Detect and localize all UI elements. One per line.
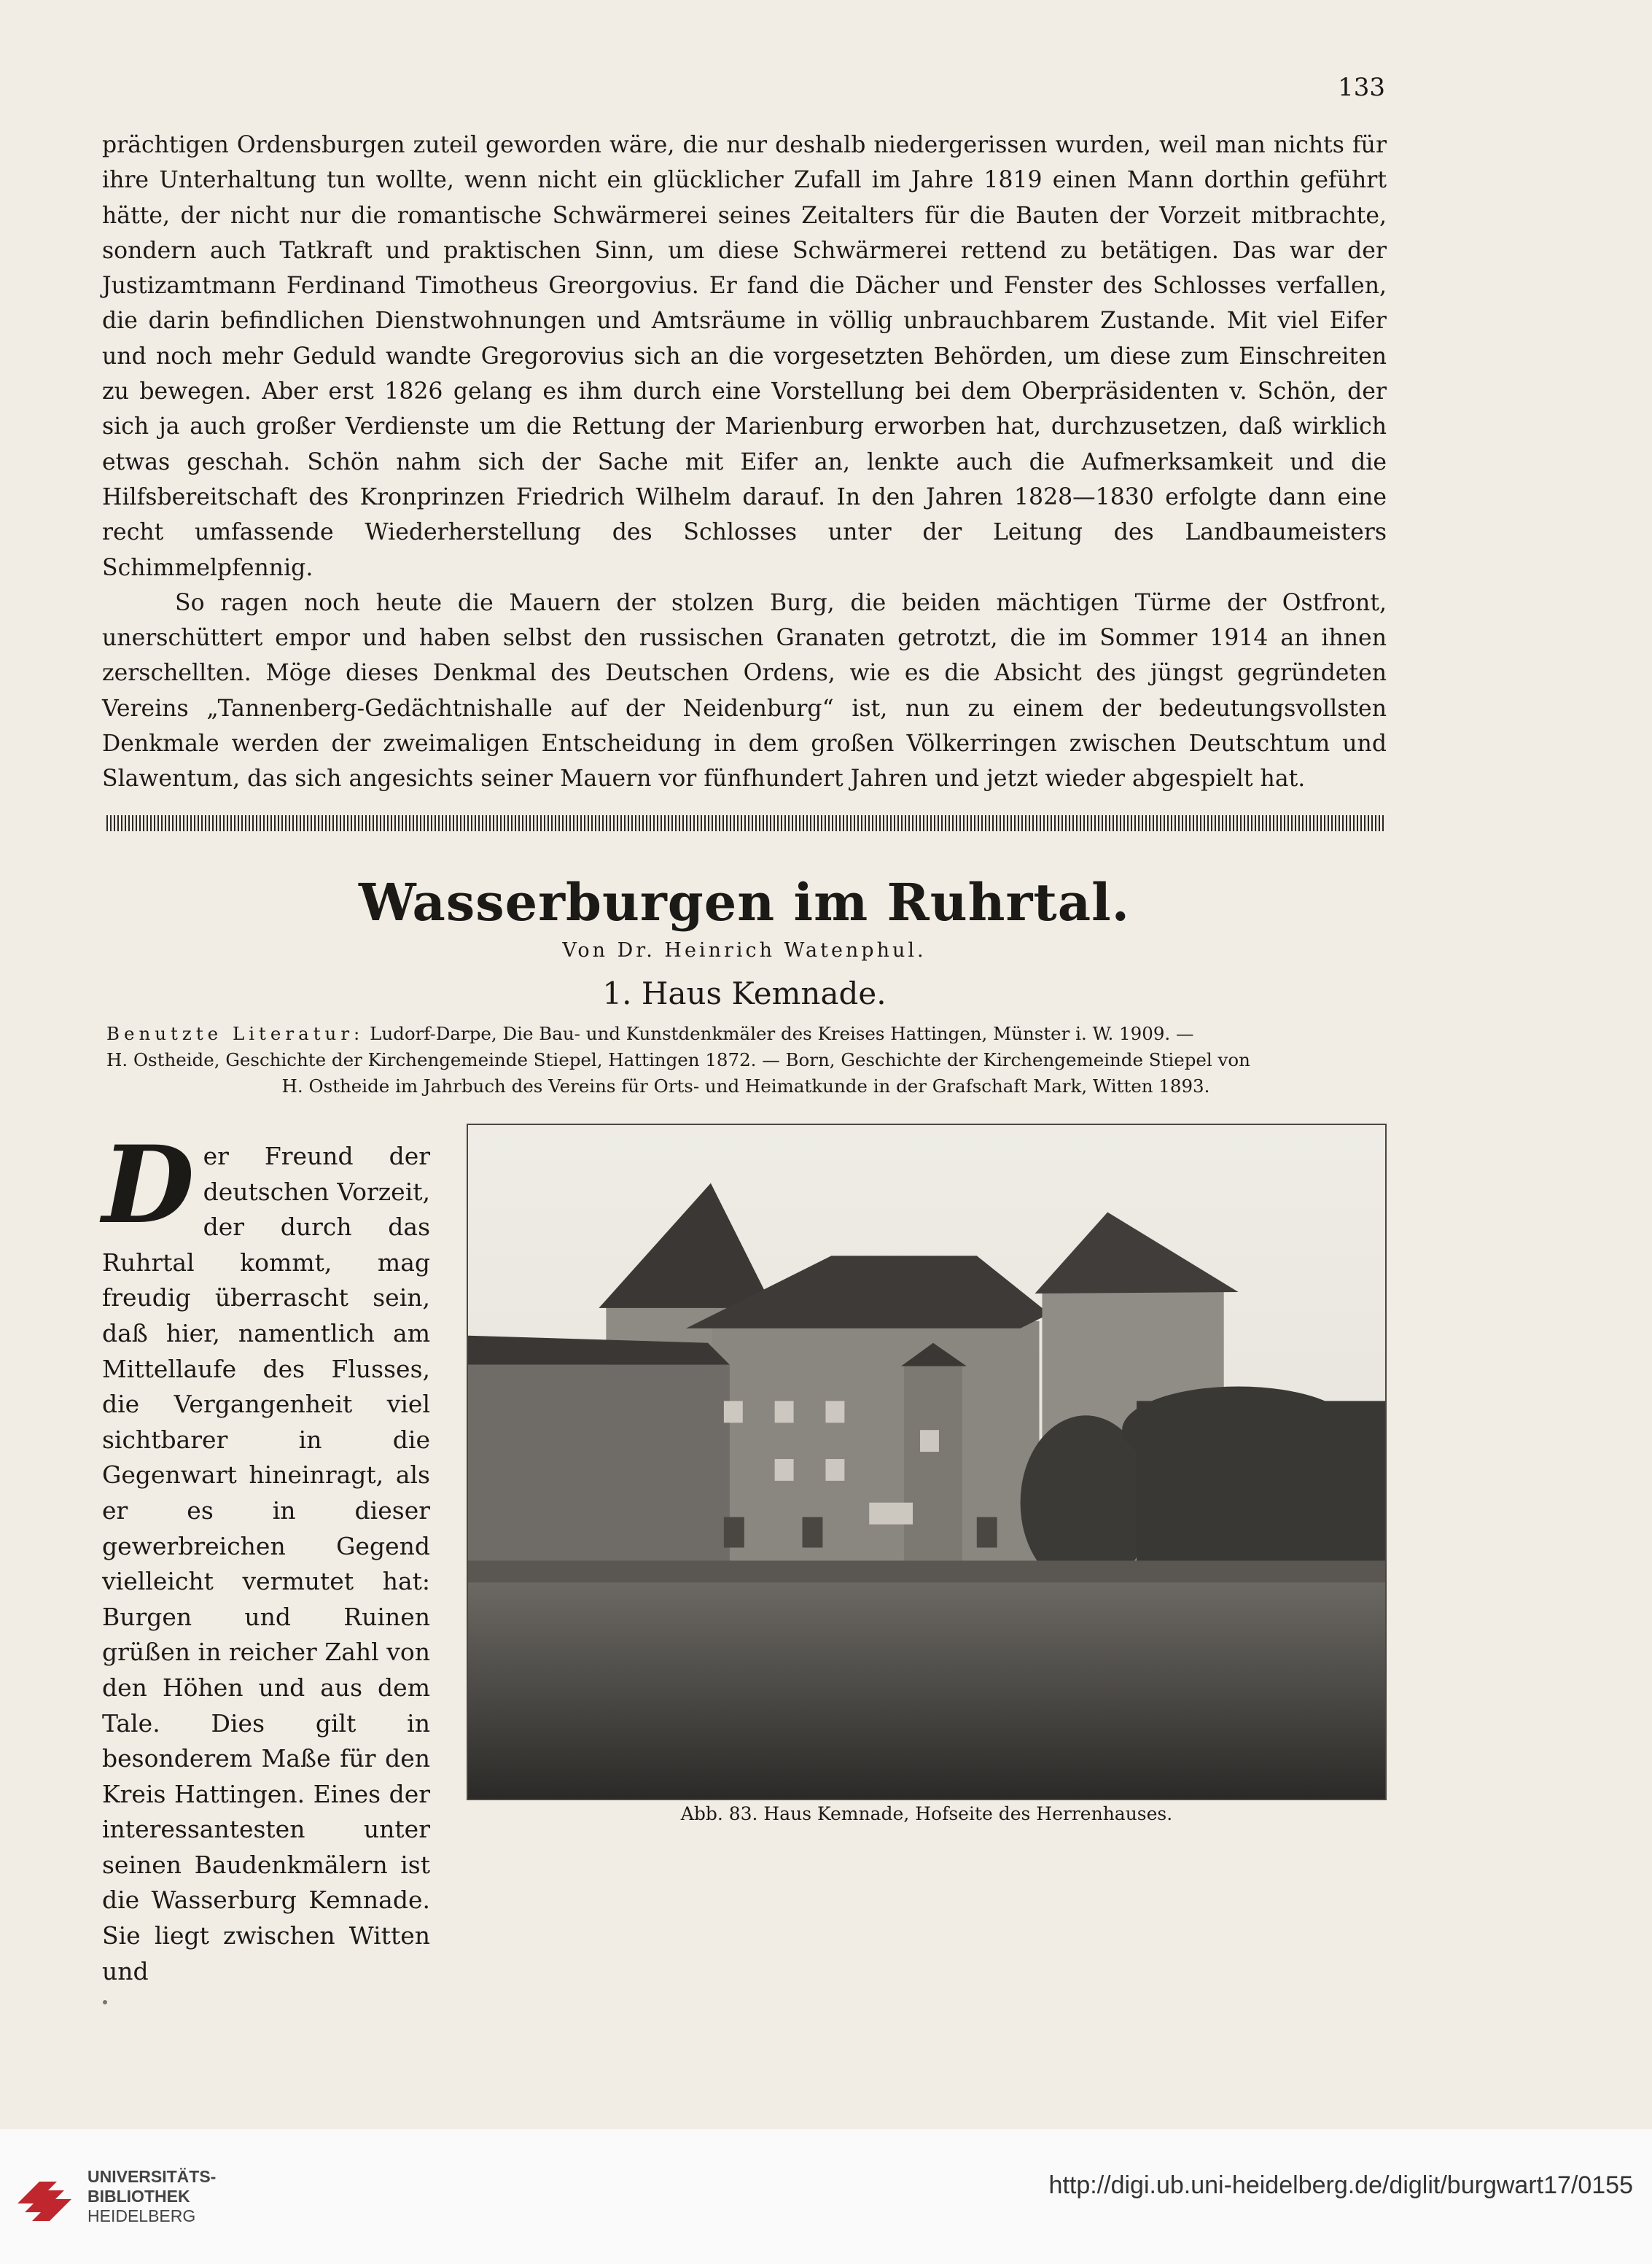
castle-photograph — [467, 1124, 1387, 1800]
figure-caption: Abb. 83. Haus Kemnade, Hofseite des Herrenhauses. — [680, 1803, 1173, 1824]
library-footer — [0, 2129, 1652, 2264]
drop-cap: D — [102, 1123, 195, 1248]
article-body-column — [102, 1123, 430, 1989]
literature-line — [106, 1021, 1385, 1047]
library-logo[interactable] — [15, 2166, 77, 2228]
literature-text: Ludorf-Darpe, Die Bau- und Kunstdenkmäler des Kreises Hattingen, Münster i. W. 1909. — — [370, 1023, 1194, 1044]
library-name-line: BIBLIOTHEK — [87, 2187, 190, 2206]
literature-line: H. Ostheide, Geschichte der Kirchengemeinde Stiepel, Hattingen 1872. — Born, Geschichte der Kirchengemeinde Stiepel von — [106, 1049, 1250, 1070]
literature-label: Benutzte Literatur: — [106, 1023, 365, 1044]
page-number: 133 — [1338, 73, 1385, 102]
castle-photo-image — [468, 1125, 1385, 1799]
paper-speck — [103, 2000, 107, 2004]
library-name-line: HEIDELBERG — [87, 2206, 196, 2225]
article-byline: Von Dr. Heinrich Watenphul. — [562, 939, 927, 962]
article-title: Wasserburgen im Ruhrtal. — [358, 872, 1131, 933]
ub-heidelberg-logo-icon — [15, 2166, 77, 2228]
literature-line: H. Ostheide im Jahrbuch des Vereins für Orts- und Heimatkunde in der Grafschaft Mark, Witten 1893. — [281, 1075, 1210, 1097]
intro-paragraph: prächtigen Ordensburgen zuteil geworden wäre, die nur deshalb niedergerissen wurden, weil man nichts für ihre Unterhaltung tun wollte, wenn nicht ein glücklicher Zufall im Jahre 1819 einen Mann dorthin geführt hätte, der nicht nur die romantische Schwärmerei seines Zeitalters für die Bauten der Vorzeit mitbrachte, sondern auch Tatkraft und praktischen Sinn, um diese Schwärmerei rettend zu betätigen. Das war der Justizamtmann Ferdinand Timotheus Greorgovius. Er fand die Dächer und Fenster des Schlosses verfallen, die darin befindlichen Dienstwohnungen und Amtsräume in völlig unbrauchbarem Zustande. Mit viel Eifer und noch mehr Geduld wandte Gregorovius sich an die vorgesetzten Behörden, um diese zum Einschreiten zu bewegen. Aber erst 1826 gelang es ihm durch eine Vorstellung bei dem Oberpräsidenten v. Schön, der sich ja auch großer Verdienste um die Rettung der Marienburg erworben hat, durchzusetzen, daß wirklich etwas geschah. Schön nahm sich der Sache mit Eifer an, lenkte auch die Aufmerksamkeit und die Hilfsbereitschaft des Kronprinzen Friedrich Wilhelm darauf. In den Jahren 1828—1830 erfolgte dann eine recht umfassende Wiederherstellung des Schlosses unter der Leitung des Landbaumeisters Schimmelpfennig. — [102, 132, 1387, 581]
library-name-line: UNIVERSITÄTS- — [87, 2167, 217, 2186]
literature-references — [106, 1021, 1385, 1100]
intro-paragraph: So ragen noch heute die Mauern der stolzen Burg, die beiden mächtigen Türme der Ostfront, unerschüttert empor und haben selbst den russischen Granaten getrotzt, die im Sommer 1914 an ihnen zerschellten. Möge dieses Denkmal des Deutschen Ordens, wie es die Absicht des jüngst gegründeten Vereins „Tannenberg-Gedächtnishalle auf der Neidenburg“ ist, nun zu einem der bedeutungsvollsten Denkmale werden der zweimaligen Entscheidung in dem großen Völkerringen zwischen Deutschtum und Slawentum, das sich angesichts seiner Mauern vor fünfhundert Jahren und jetzt wieder abgespielt hat. — [102, 589, 1387, 793]
library-name — [87, 2167, 262, 2226]
section-heading: 1. Haus Kemnade. — [602, 976, 887, 1011]
article-body-text: er Freund der deutschen Vorzeit, der durch das Ruhrtal kommt, mag freudig überrascht sein, daß hier, namentlich am Mittellaufe des Flusses, die Vergangenheit viel sichtbarer in die Gegenwart hineinragt, als er es in dieser gewerbreichen Gegend vielleicht vermutet hat: Burgen und Ruinen grüßen in reicher Zahl von den Höhen und aus dem Tale. Dies gilt in besonderem Maße für den Kreis Hattingen. Eines der interessantesten unter seinen Baudenkmälern ist die Wasserburg Kemnade. Sie liegt zwischen Witten und — [102, 1142, 430, 1985]
intro-text — [102, 128, 1387, 797]
source-url-link[interactable]: http://digi.ub.uni-heidelberg.de/diglit/burgwart17/0155 — [1048, 2171, 1633, 2199]
ornamental-divider — [106, 815, 1385, 831]
